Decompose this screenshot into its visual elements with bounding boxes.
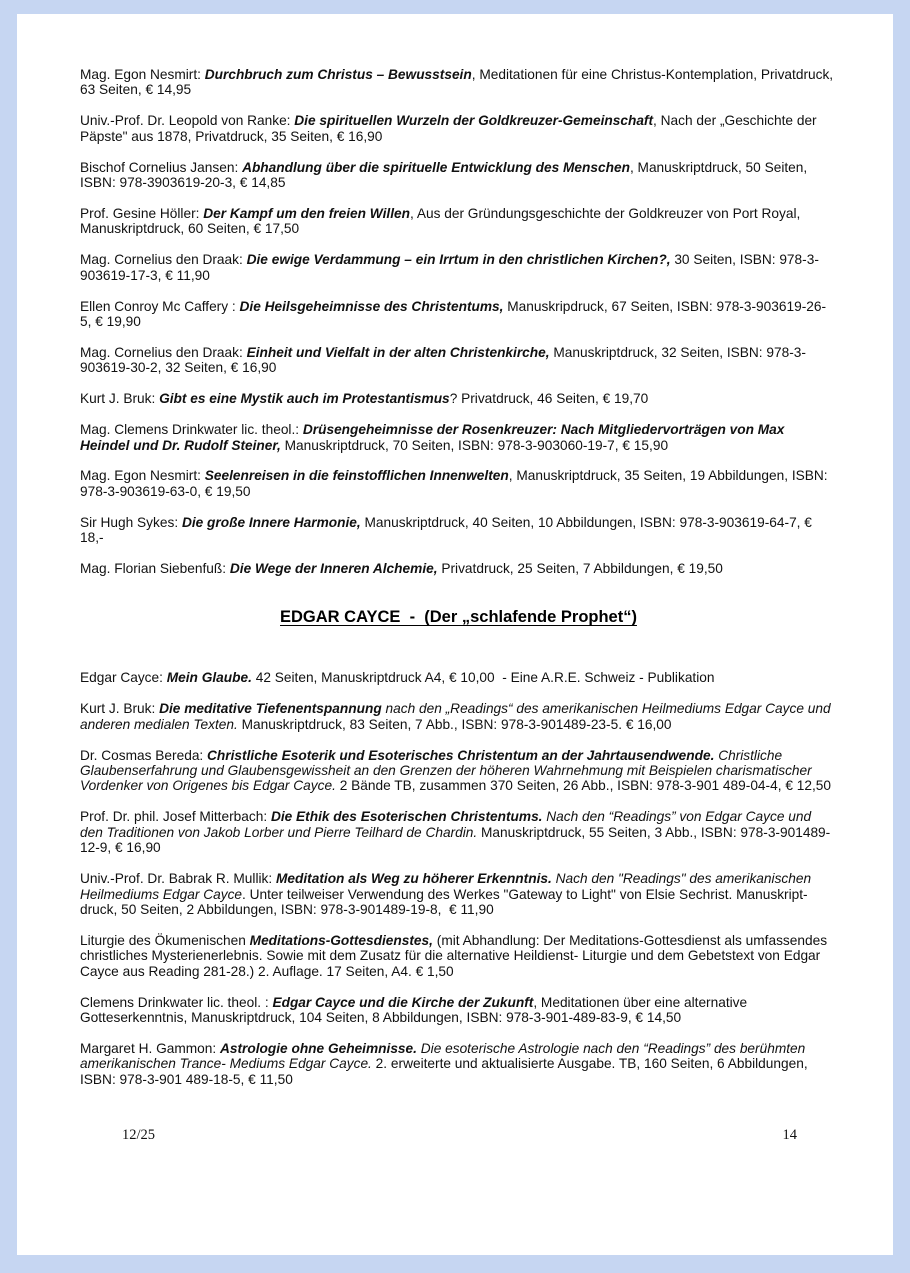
entry-text: Mag. Clemens Drinkwater lic. theol.: bbox=[80, 422, 303, 438]
entry-text: Prof. Gesine Höller: bbox=[80, 205, 204, 221]
entry-text: , Nach der „Geschichte der Päpste" aus 1878, Privatdruck, 35 Seiten, € 16,90 bbox=[80, 113, 821, 144]
entry-text: Edgar Cayce: bbox=[80, 670, 167, 686]
entry-text: Ellen Conroy Mc Caffery : bbox=[80, 298, 240, 314]
book-title: Mein Glaube. bbox=[166, 670, 252, 686]
catalog-entry bbox=[80, 206, 837, 237]
entry-text: Mag. Cornelius den Draak: bbox=[80, 252, 247, 268]
entry-text: , Meditationen für eine Christus-Kontemplation, Privatdruck, 63 Seiten, € 14,95 bbox=[80, 67, 837, 98]
book-title: Meditations-Gottesdienstes, bbox=[249, 932, 433, 948]
entry-text: (mit Abhandlung: Der Meditations-Gottesdienst als umfassendes christliches Mysterienerlebnis. Sowie mit dem Zusatz für die alternative Heildienst- Liturgie und dem Gebetstext von Edgar Cayce aus Reading 281-28.) 2. Auflage. 17 Seiten, A4. € 1,50 bbox=[80, 932, 831, 979]
entry-text: ? Privatdruck, 46 Seiten, € 19,70 bbox=[449, 391, 649, 407]
book-title: Christliche Esoterik und Esoterisches Christentum an der Jahrtausendwende. bbox=[207, 747, 715, 763]
entry-text: Clemens Drinkwater lic. theol. : bbox=[80, 994, 273, 1010]
catalog-entry bbox=[80, 67, 837, 98]
entry-text: Manuskriptdruck, 40 Seiten, 10 Abbildungen, ISBN: 978-3-903619-64-7, € 18,- bbox=[80, 514, 816, 546]
entry-text: Mag. Egon Nesmirt: bbox=[80, 468, 205, 484]
catalog-entry bbox=[80, 933, 837, 979]
entry-text: Mag. Cornelius den Draak: bbox=[80, 344, 247, 360]
entry-text: . Unter teilweiser Verwendung des Werkes "Gateway to Light" von Elsie Sechrist. Manuskript-druck, 50 Seiten, 2 Abbildungen, ISBN: 978-3-901489-19-8, € 11,90 bbox=[80, 886, 808, 917]
entry-text: Kurt J. Bruk: bbox=[80, 701, 160, 717]
catalog-section-edgar-cayce bbox=[80, 670, 837, 1087]
section-heading-edgar-cayce: EDGAR CAYCE - (Der „schlafende Prophet“) bbox=[280, 608, 637, 627]
entry-text: Kurt J. Bruk: bbox=[80, 391, 160, 407]
footer-page-number: 14 bbox=[782, 1127, 797, 1144]
book-subtitle: nach den „Readings“ des amerikanischen Heilmediums Edgar Cayce und anderen medialen Texten. bbox=[80, 701, 835, 732]
entry-text: Privatdruck, 25 Seiten, 7 Abbildungen, € 19,50 bbox=[437, 561, 723, 577]
catalog-entry bbox=[80, 748, 837, 794]
book-title: Meditation als Weg zu höherer Erkenntnis. bbox=[275, 871, 552, 887]
entry-text: Manuskriptdruck, 55 Seiten, 3 Abb., ISBN: 978-3-901489-12-9, € 16,90 bbox=[80, 824, 831, 856]
entry-text: Manuskripdruck, 67 Seiten, ISBN: 978-3-903619-26-5, € 19,90 bbox=[80, 298, 827, 329]
entry-text: Bischof Cornelius Jansen: bbox=[80, 159, 243, 175]
book-title: Der Kampf um den freien Willen bbox=[203, 205, 410, 221]
entry-text: , Meditationen über eine alternative Gotteserkenntnis, Manuskriptdruck, 104 Seiten, 8 Abbildungen, ISBN: 978-3-901-489-83-9, € 14,50 bbox=[80, 994, 751, 1025]
catalog-entry bbox=[80, 1041, 837, 1087]
catalog-entry bbox=[80, 422, 837, 453]
book-title: Die spirituellen Wurzeln der Goldkreuzer-Gemeinschaft bbox=[294, 113, 654, 129]
catalog-entry bbox=[80, 252, 837, 283]
entry-text: Margaret H. Gammon: bbox=[80, 1040, 220, 1056]
catalog-entry bbox=[80, 299, 837, 330]
catalog-entry bbox=[80, 391, 837, 406]
catalog-section-top bbox=[80, 67, 837, 576]
book-subtitle: Christliche Glaubenserfahrung und Glaubensgewissheit an den Grenzen der höheren Wahrnehmung mit Beispielen charismatischer Vordenker von Origenes bis Edgar Cayce. bbox=[80, 747, 816, 794]
document-page bbox=[17, 14, 893, 1255]
catalog-entry bbox=[80, 160, 837, 191]
book-title: Edgar Cayce und die Kirche der Zukunft bbox=[272, 994, 534, 1010]
entry-text: Liturgie des Ökumenischen bbox=[80, 932, 250, 948]
entry-text: 30 Seiten, ISBN: 978-3-903619-17-3, € 11,90 bbox=[80, 252, 819, 283]
catalog-entry bbox=[80, 995, 837, 1026]
catalog-entry bbox=[80, 670, 837, 685]
book-title: Die Wege der Inneren Alchemie, bbox=[229, 561, 438, 577]
book-title: Die ewige Verdammung – ein Irrtum in den christlichen Kirchen?, bbox=[246, 252, 671, 268]
book-title: Durchbruch zum Christus – Bewusstsein bbox=[204, 67, 472, 82]
book-title: Die meditative Tiefenentspannung bbox=[159, 701, 382, 717]
entry-text: 42 Seiten, Manuskriptdruck A4, € 10,00 - Eine A.R.E. Schweiz - Publikation bbox=[251, 670, 715, 686]
catalog-entry bbox=[80, 113, 837, 144]
catalog-entry bbox=[80, 515, 837, 546]
book-title: Die große Innere Harmonie, bbox=[181, 514, 361, 530]
footer-page-progress: 12/25 bbox=[122, 1127, 156, 1144]
catalog-entry bbox=[80, 809, 837, 855]
book-title: Abhandlung über die spirituelle Entwicklung des Menschen bbox=[242, 159, 630, 175]
book-title: Astrologie ohne Geheimnisse. bbox=[219, 1040, 417, 1056]
entry-text: , Manuskriptdruck, 35 Seiten, 19 Abbildungen, ISBN: 978-3-903619-63-0, € 19,50 bbox=[80, 468, 832, 499]
entry-text: Mag. Florian Siebenfuß: bbox=[80, 561, 230, 577]
entry-text: , Manuskriptdruck, 50 Seiten, ISBN: 978-3903619-20-3, € 14,85 bbox=[80, 159, 812, 191]
book-title: Einheit und Vielfalt in der alten Christenkirche, bbox=[246, 344, 550, 360]
entry-text: , Aus der Gründungsgeschichte der Goldkreuzer von Port Royal, Manuskriptdruck, 60 Seiten, € 17,50 bbox=[80, 205, 805, 237]
entry-text: 2. erweiterte und aktualisierte Ausgabe. TB, 160 Seiten, 6 Abbildungen, ISBN: 978-3-901 489-18-5, € 11,50 bbox=[80, 1056, 812, 1087]
entry-text: 2 Bände TB, zusammen 370 Seiten, 26 Abb., ISBN: 978-3-901 489-04-4, € 12,50 bbox=[335, 778, 831, 794]
book-subtitle: Nach den "Readings" des amerikanischen Heilmediums Edgar Cayce bbox=[80, 871, 815, 902]
entry-text: Manuskriptdruck, 83 Seiten, 7 Abb., ISBN: 978-3-901489-23-5. € 16,00 bbox=[237, 716, 672, 732]
entry-text: Univ.-Prof. Dr. Leopold von Ranke: bbox=[80, 113, 295, 129]
book-title: Gibt es eine Mystik auch im Protestantismus bbox=[159, 391, 450, 407]
entry-text: Dr. Cosmas Bereda: bbox=[80, 747, 208, 763]
book-subtitle: Nach den “Readings” von Edgar Cayce und den Traditionen von Jakob Lorber und Pierre Teilhard de Chardin. bbox=[80, 809, 815, 840]
book-title: Die Ethik des Esoterischen Christentums. bbox=[270, 809, 543, 825]
page-footer bbox=[80, 1127, 837, 1144]
book-title: Die Heilsgeheimnisse des Christentums, bbox=[239, 298, 504, 314]
entry-text: Univ.-Prof. Dr. Babrak R. Mullik: bbox=[80, 871, 276, 887]
catalog-entry bbox=[80, 871, 837, 917]
entry-text: Manuskriptdruck, 32 Seiten, ISBN: 978-3-903619-30-2, 32 Seiten, € 16,90 bbox=[80, 344, 806, 376]
book-subtitle: Die esoterische Astrologie nach den “Readings” des berühmten amerikanischen Trance- Mediums Edgar Cayce. bbox=[80, 1040, 810, 1072]
book-title: Drüsengeheimnisse der Rosenkreuzer: Nach Mitgliedervorträgen von Max Heindel und Dr. Rudolf Steiner, bbox=[80, 422, 789, 453]
entry-text: Mag. Egon Nesmirt: bbox=[80, 67, 205, 82]
catalog-entry bbox=[80, 561, 837, 576]
book-title: Seelenreisen in die feinstofflichen Innenwelten bbox=[204, 468, 509, 484]
catalog-entry bbox=[80, 345, 837, 376]
page-content bbox=[17, 14, 893, 1144]
entry-text: Sir Hugh Sykes: bbox=[80, 514, 182, 530]
catalog-entry bbox=[80, 468, 837, 499]
entry-text: Manuskriptdruck, 70 Seiten, ISBN: 978-3-903060-19-7, € 15,90 bbox=[280, 437, 669, 453]
catalog-entry bbox=[80, 701, 837, 732]
entry-text: Prof. Dr. phil. Josef Mitterbach: bbox=[80, 809, 271, 825]
